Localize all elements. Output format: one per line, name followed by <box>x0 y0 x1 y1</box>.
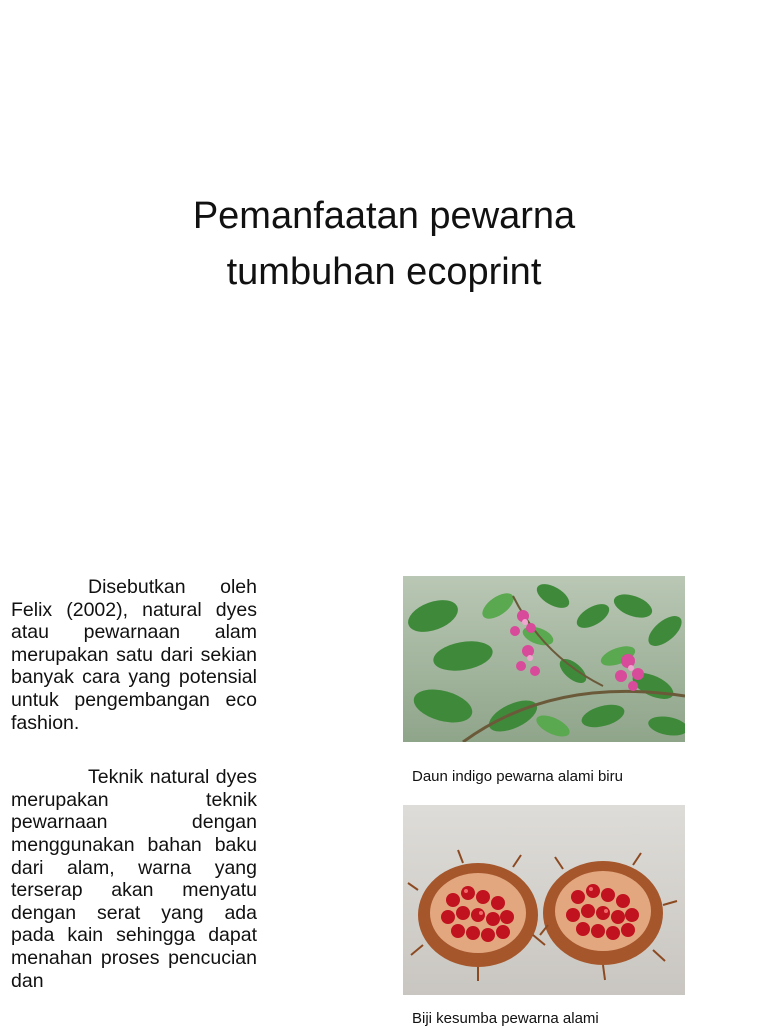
title-line-1: Pemanfaatan pewarna <box>192 195 576 237</box>
slide-title <box>0 188 768 300</box>
paragraph-1: Disebutkan oleh Felix (2002), natural dyes atau pewarnaan alam merupakan satu dari sekian banyak cara yang potensial untuk pengembangan eco fashion. <box>11 576 257 734</box>
annatto-seed-photo <box>403 805 685 995</box>
indigo-plant-photo <box>403 576 685 742</box>
paragraph-2: Teknik natural dyes merupakan teknik pewarnaan dengan menggunakan bahan baku dari alam, warna yang terserap akan menyatu dengan serat yang ada pada kain sehingga dapat menahan proses pencucian dan <box>11 766 257 992</box>
annatto-caption: Biji kesumba pewarna alami <box>412 1010 599 1027</box>
title-line-2: tumbuhan ecoprint <box>226 251 542 293</box>
indigo-caption: Daun indigo pewarna alami biru <box>412 768 623 785</box>
body-text <box>11 576 257 1024</box>
